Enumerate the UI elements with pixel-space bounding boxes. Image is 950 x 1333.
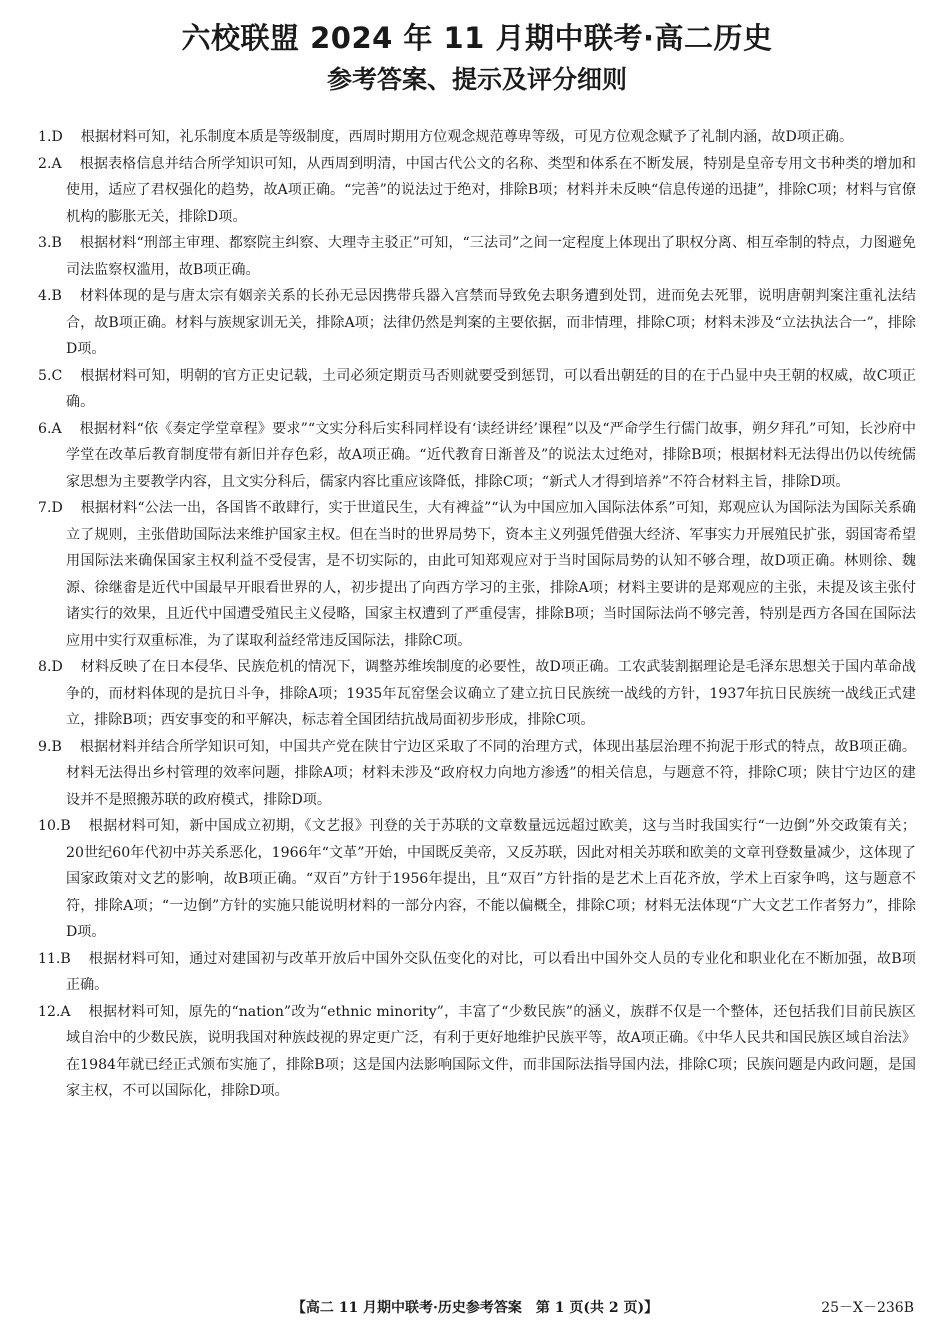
- item-answer: B: [51, 235, 62, 251]
- answer-item-7: [38, 495, 916, 654]
- item-explanation: 根据表格信息并结合所学知识可知，从西周到明清，中国古代公文的名称、类型和体系在不断发展，特别是皇帝专用文书种类的增加和使用，适应了君权强化的趋势，故A项正确。“完善”的说法过于绝对，排除B项；材料并未反映“信息传递的迅捷”，排除C项；材料与官僚机构的膨胀无关，排除D项。: [66, 155, 916, 225]
- answer-item-4: [38, 283, 916, 363]
- item-answer: B: [60, 950, 71, 967]
- item-answer: A: [51, 155, 62, 172]
- item-number: 6.: [38, 420, 52, 437]
- item-explanation: 根据材料并结合所学知识可知，中国共产党在陕甘宁边区采取了不同的治理方式，体现出基层治理不拘泥于形式的特点，故B项正确。材料无法得出乡村管理的效率问题，排除A项；材料未涉及“政府权力向地方渗透”的相关信息，与题意不符，排除C项；陕甘宁边区的建设并不是照搬苏联的政府模式，排除D项。: [66, 738, 916, 808]
- footer-doc-code: 25－X－236B: [821, 1300, 914, 1316]
- answer-item-3: [38, 230, 916, 283]
- item-answer: D: [51, 500, 63, 516]
- item-explanation: 根据材料“依《奏定学堂章程》要求”“文实分科后实科同样设有‘读经讲经’课程”以及“严命学生行儒门故事，朔夕拜孔”可知，长沙府中学堂在改革后教育制度带有新旧并存色彩，故A项正确。“近代教育日渐普及”的说法太过绝对，排除B项；根据材料无法得出仍以传统儒家思想为主要教学内容，且文实分科后，儒家内容比重应该降低，排除C项；“新式人才得到培养”不符合材料主旨，排除D项。: [66, 420, 916, 490]
- answer-item-11: [38, 946, 916, 999]
- answer-item-8: [38, 654, 916, 734]
- item-number: 12.: [38, 1003, 61, 1020]
- answer-item-5: [38, 363, 916, 416]
- item-explanation: 根据材料可知，礼乐制度本质是等级制度，西周时期用方位观念规范尊卑等级，可见方位观念赋予了礼制内涵，故D项正确。: [80, 129, 854, 145]
- item-explanation: 根据材料可知，新中国成立初期，《文艺报》刊登的关于苏联的文章数量远远超过欧美，这与当时我国实行“一边倒”外交政策有关；20世纪60年代初中苏关系恶化，1966年“文革”开始，中国既反美帝，又反苏联，因此对相关苏联和欧美的文章刊登数量减少，这体现了国家政策对文艺的影响，故B项正确。“双百”方针于1956年提出，且“双百”方针指的是艺术上百花齐放，学术上百家争鸣，这与题意不符，排除A项；“一边倒”方针的实施只能说明材料的一部分内容，不能以偏概全，排除C项；材料无法体现“广大文艺工作者努力”，排除D项。: [66, 818, 916, 940]
- item-number: 4.: [38, 288, 52, 304]
- footer-page-info: 【高二 11 月期中联考·历史参考答案 第 1 页(共 2 页)】: [291, 1300, 659, 1316]
- item-number: 8.: [38, 659, 52, 675]
- item-number: 5.: [38, 367, 52, 384]
- item-answer: B: [51, 738, 62, 755]
- answer-item-9: [38, 734, 916, 814]
- item-answer: B: [51, 288, 62, 304]
- item-number: 2.: [38, 155, 52, 172]
- item-explanation: 根据材料“刑部主审理、都察院主纠察、大理寺主驳正”可知，“三法司”之间一定程度上体现出了职权分离、相互牵制的特点，力图避免司法监察权滥用，故B项正确。: [66, 235, 916, 278]
- answer-item-1: [38, 124, 916, 151]
- answer-list: [38, 124, 916, 1105]
- item-explanation: 根据材料可知，通过对建国初与改革开放后中国外交队伍变化的对比，可以看出中国外交人员的专业化和职业化在不断加强，故B项正确。: [66, 950, 916, 993]
- item-explanation: 根据材料可知，原先的“nation”改为“ethnic minority”，丰富了“少数民族”的涵义，族群不仅是一个整体，还包括我们目前民族区域自治中的少数民族，说明我国对种族歧视的界定更广泛，有利于更好地维护民族平等，故A项正确。《中华人民共和国民族区域自治法》在1984年就已经正式颁布实施了，排除B项；这是国内法影响国际文件，而非国际法指导国内法，排除C项；民族问题是内政问题，是国家主权，不可以国际化，排除D项。: [66, 1003, 916, 1099]
- item-answer: B: [60, 818, 71, 834]
- page-title: 六校联盟 2024 年 11 月期中联考·高二历史: [181, 21, 773, 55]
- item-explanation: 根据材料“公法一出，各国皆不敢肆行，实于世道民生，大有裨益”“认为中国应加入国际法体系”可知，郑观应认为国际法为国际关系确立了规则，主张借助国际法来维护国家主权。但在当时的世界局势下，资本主义列强凭借强大经济、军事实力开展殖民扩张，弱国寄希望用国际法来确保国家主权利益不受侵害，是不切实际的，由此可知郑观应对于当时国际局势的认知不够合理，故D项正确。林则徐、魏源、徐继畬是近代中国最早开眼看世界的人，初步提出了向西方学习的主张，排除A项；材料主要讲的是郑观应的主张，未提及该主张付诸实行的效果，且近代中国遭受殖民主义侵略，国家主权遭到了严重侵害，排除B项；当时国际法尚不够完善，特别是西方各国在国际法应用中实行双重标准，为了谋取利益经常违反国际法，排除C项。: [66, 500, 916, 649]
- item-number: 7.: [38, 500, 52, 516]
- item-answer: A: [51, 420, 62, 437]
- item-number: 3.: [38, 235, 52, 251]
- item-number: 1.: [38, 129, 52, 145]
- answer-item-6: [38, 416, 916, 496]
- item-answer: D: [51, 659, 63, 675]
- item-answer: A: [60, 1003, 71, 1020]
- item-explanation: 根据材料可知，明朝的官方正史记载，土司必须定期贡马否则就要受到惩罚，可以看出朝廷的目的在于凸显中央王朝的权威，故C项正确。: [66, 367, 916, 410]
- item-number: 10.: [38, 818, 61, 834]
- item-answer: D: [51, 129, 63, 145]
- item-explanation: 材料体现的是与唐太宗有姻亲关系的长孙无忌因携带兵器入宫禁而导致免去职务遭到处罚，进而免去死罪，说明唐朝判案注重礼法结合，故B项正确。材料与族规家训无关，排除A项；法律仍然是判案的主要依据，而非情理，排除C项；材料未涉及“立法执法合一”，排除D项。: [66, 288, 916, 357]
- answer-item-10: [38, 813, 916, 946]
- item-number: 9.: [38, 738, 52, 755]
- page-footer: [0, 1296, 950, 1320]
- item-explanation: 材料反映了在日本侵华、民族危机的情况下，调整苏维埃制度的必要性，故D项正确。工农武装割据理论是毛泽东思想关于国内革命战争的，而材料体现的是抗日斗争，排除A项；1935年瓦窑堡会议确立了建立抗日民族统一战线的方针，1937年抗日民族统一战线正式建立，排除B项；西安事变的和平解决，标志着全国团结抗战局面初步形成，排除C项。: [66, 659, 916, 728]
- page-subtitle: 参考答案、提示及评分细则: [326, 65, 627, 94]
- answer-item-12: [38, 999, 916, 1105]
- item-number: 11.: [38, 950, 61, 967]
- answer-item-2: [38, 151, 916, 231]
- item-answer: C: [51, 367, 63, 384]
